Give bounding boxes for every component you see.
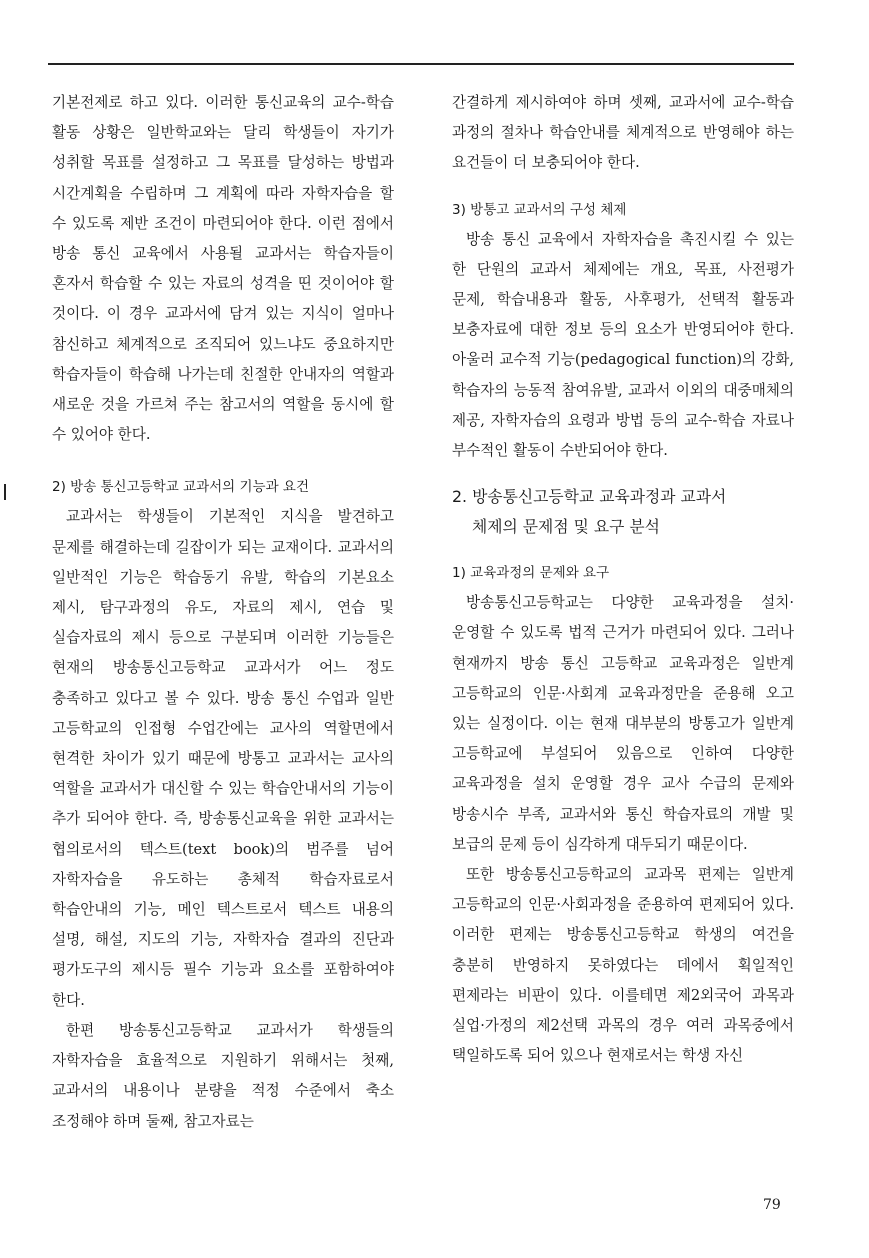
page-number: 79 xyxy=(763,1197,781,1213)
left-paragraph-3: 한편 방송통신고등학교 교과서가 학생들의 자학자습을 효율적으로 지원하기 위해서는 첫째, 교과서의 내용이나 분량을 적정 수준에서 축소 조정해야 하며 둘째, 참고자료는 xyxy=(52,1021,394,1130)
right-paragraph-4: 또한 방송통신고등학교의 교과목 편제는 일반계 고등학교의 인문·사회과정을 준용하여 편제되어 있다. 이러한 편제는 방송통신고등학교 학생의 여건을 충분히 반영하지 못하였다는 데에서 획일적인 편제라는 비판이 있다. 이를테면 제2외국어 과목과 실업·가정의 제2선택 과목의 경우 여러 과목중에서 택일하도록 되어 있으나 현재로서는 학생 자신 xyxy=(452,866,794,1065)
left-column xyxy=(52,88,394,1137)
section-heading-line-1: 2. 방송통신고등학교 교육과정과 교과서 xyxy=(452,487,727,507)
left-paragraph-1: 기본전제로 하고 있다. 이러한 통신교육의 교수-학습 활동 상황은 일반학교와는 달리 학생들이 자기가 성취할 목표를 설정하고 그 목표를 달성하는 방법과 시간계획을 수립하며 그 계획에 따라 자학자습을 할 수 있도록 제반 조건이 마련되어야 한다. 이런 점에서 방송 통신 교육에서 사용될 교과서는 학습자들이 혼자서 학습할 수 있는 자료의 성격을 띤 것이어야 할 것이다. 이 경우 교과서에 담겨 있는 지식이 얼마나 참신하고 체계적으로 조직되어 있느냐도 중요하지만 학습자들이 학습해 나가는데 친절한 안내자의 역할과 새로운 것을 가르쳐 주는 참고서의 역할을 동시에 할 수 있어야 한다. xyxy=(52,94,394,444)
section-heading-line-2: 체제의 문제점 및 요구 분석 xyxy=(472,517,660,537)
right-column xyxy=(452,88,794,1071)
section-heading-2 xyxy=(452,482,794,542)
right-paragraph-3: 방송통신고등학교는 다양한 교육과정을 설치·운영할 수 있도록 법적 근거가 마련되어 있다. 그러나 현재까지 방송 통신 고등학교 교육과정은 일반계 고등학교의 인문·사회계 교육과정만을 준용해 오고 있는 실정이다. 이는 현재 대부분의 방통고가 일반계 고등학교에 부설되어 있음으로 인하여 다양한 교육과정을 설치 운영할 경우 교사 수급의 문제와 방송시수 부족, 교과서와 통신 학습자료의 개발 및 보급의 문제 등이 심각하게 대두되기 때문이다. xyxy=(452,594,794,853)
left-paragraph-2: 교과서는 학생들이 기본적인 지식을 발견하고 문제를 해결하는데 길잡이가 되는 교재이다. 교과서의 일반적인 기능은 학습동기 유발, 학습의 기본요소 제시, 탐구과정의 유도, 자료의 제시, 연습 및 실습자료의 제시 등으로 구분되며 이러한 기능들은 현재의 방송통신고등학교 교과서가 어느 정도 충족하고 있다고 볼 수 있다. 방송 통신 수업과 일반 고등학교의 인접형 수업간에는 교사의 역할면에서 현격한 차이가 있기 때문에 방통고 교과서는 교사의 역할을 교과서가 대신할 수 있는 학습안내서의 기능이 추가 되어야 한다. 즉, 방송통신교육을 위한 교과서는 협의로서의 텍스트(text book)의 범주를 넘어 자학자습을 유도하는 총체적 학습자료로서 학습안내의 기능, 메인 텍스트로서 텍스트 내용의 설명, 해설, 지도의 기능, 자학자습 결과의 진단과 평가도구의 제시등 필수 기능과 요소를 포함하여야 한다. xyxy=(52,508,394,1009)
header-rule xyxy=(48,63,794,65)
subsection-heading-3: 3) 방통고 교과서의 구성 체제 xyxy=(452,201,627,218)
right-paragraph-1: 간결하게 제시하여야 하며 셋째, 교과서에 교수-학습 과정의 절차나 학습안내를 체계적으로 반영해야 하는 요건들이 더 보충되어야 한다. xyxy=(452,94,794,172)
subsection-heading-2: 2) 방송 통신고등학교 교과서의 기능과 요건 xyxy=(52,479,310,496)
right-paragraph-2: 방송 통신 교육에서 자학자습을 촉진시킬 수 있는 한 단원의 교과서 체제에는 개요, 목표, 사전평가 문제, 학습내용과 활동, 사후평가, 선택적 활동과 보충자료에 대한 정보 등의 요소가 반영되어야 한다. 아울러 교수적 기능(pedagogical function)의 강화, 학습자의 능동적 참여유발, 교과서 이외의 대중매체의 제공, 자학자습의 요령과 방법 등의 교수-학습 자료나 부수적인 활동이 수반되어야 한다. xyxy=(452,230,794,460)
subsection-heading-1: 1) 교육과정의 문제와 요구 xyxy=(452,565,610,582)
margin-mark xyxy=(4,484,6,500)
